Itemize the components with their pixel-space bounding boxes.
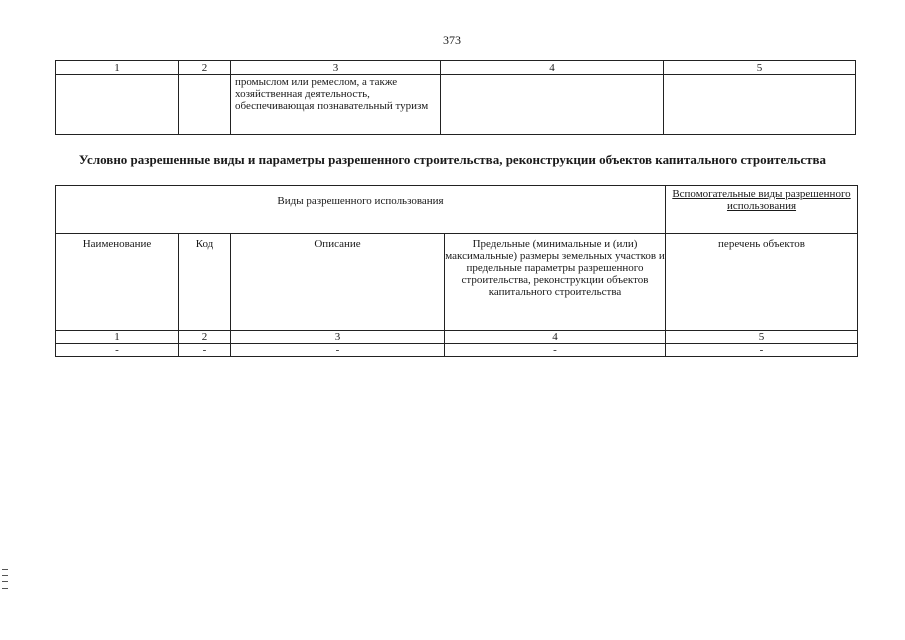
header-object-list: перечень объектов — [666, 234, 858, 331]
col-number-5: 5 — [666, 331, 858, 344]
auxiliary-cell — [664, 75, 856, 135]
column-header-row — [56, 234, 858, 331]
col-number-2: 2 — [179, 61, 231, 75]
table-row — [56, 75, 856, 135]
col-number-4: 4 — [441, 61, 664, 75]
description-cell: промыслом или ремеслом, а также хозяйственная деятельность, обеспечивающая познавательный туризм — [231, 75, 441, 135]
col-number-3: 3 — [231, 331, 445, 344]
col-number-2: 2 — [179, 331, 231, 344]
col-number-3: 3 — [231, 61, 441, 75]
cell-description: - — [231, 344, 445, 357]
col-number-5: 5 — [664, 61, 856, 75]
column-number-row — [56, 331, 858, 344]
header-name: Наименование — [56, 234, 179, 331]
cell-limits: - — [445, 344, 666, 357]
continuation-table — [55, 60, 856, 135]
header-code: Код — [179, 234, 231, 331]
cell-code: - — [179, 344, 231, 357]
header-limits: Предельные (минимальные и (или) максимальные) размеры земельных участков и предельные параметры разрешенного строительства, реконструкции объектов капитального строительства — [445, 234, 666, 331]
cell-name: - — [56, 344, 179, 357]
section-title: Условно разрешенные виды и параметры разрешенного строительства, реконструкции объектов капитального строительства — [78, 152, 827, 167]
page-number: 373 — [443, 33, 461, 47]
margin-marks — [2, 569, 8, 589]
col-number-1: 1 — [56, 61, 179, 75]
col-number-4: 4 — [445, 331, 666, 344]
group-header-auxiliary-uses — [666, 186, 858, 234]
group-header-auxiliary-label: Вспомогательные виды разрешенного использования — [672, 188, 851, 212]
column-number-row — [56, 61, 856, 75]
conditional-use-table — [55, 185, 858, 357]
table-row — [56, 344, 858, 357]
group-header-permitted-uses: Виды разрешенного использования — [56, 186, 666, 234]
group-header-row — [56, 186, 858, 234]
name-cell — [56, 75, 179, 135]
cell-object-list: - — [666, 344, 858, 357]
code-cell — [179, 75, 231, 135]
header-description: Описание — [231, 234, 445, 331]
col-number-1: 1 — [56, 331, 179, 344]
limits-cell — [441, 75, 664, 135]
